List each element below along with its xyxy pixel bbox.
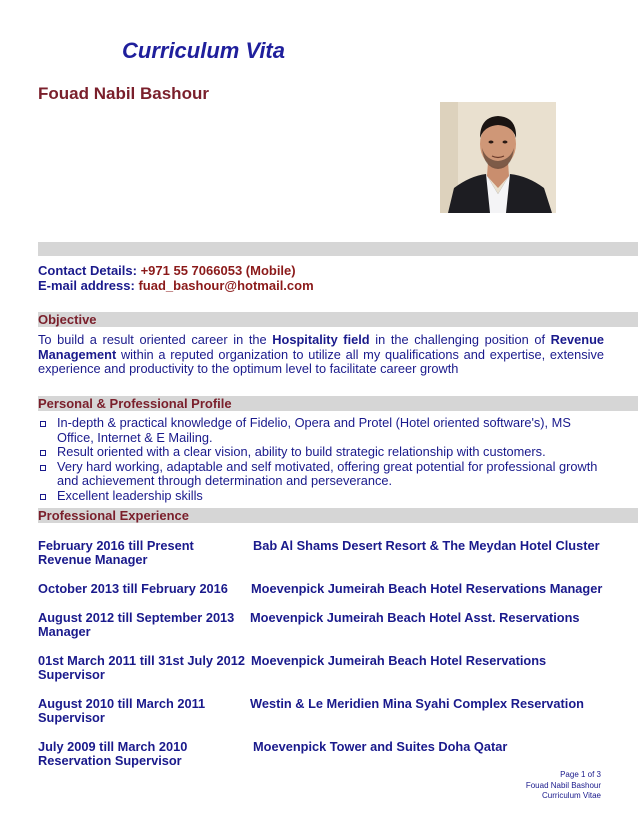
list-item-text: In-depth & practical knowledge of Fidelio, Opera and Protel (Hotel oriented software's), MS Office, Internet & E Mailing.: [57, 415, 571, 445]
experience-heading: Professional Experience: [38, 508, 638, 523]
bullet-square-icon: [40, 465, 46, 471]
experience-description-continued: Revenue Manager: [38, 552, 148, 567]
list-item: [38, 460, 604, 489]
experience-date: August 2010 till March 2011: [38, 696, 206, 711]
list-item: [38, 445, 604, 460]
contact-email-value: fuad_bashour@hotmail.com: [138, 278, 314, 293]
objective-bold-part: Revenue Management: [38, 332, 605, 362]
footer-document-title: Curriculum Vitae: [542, 791, 601, 800]
document-title: Curriculum Vita: [122, 38, 285, 63]
objective-text-part: in the challenging position of: [369, 332, 551, 347]
objective-text-part: To build a result oriented career in the: [38, 332, 273, 347]
objective-text: [38, 333, 604, 377]
experience-description: Moevenpick Jumeirah Beach Hotel Asst. Reservations: [250, 610, 580, 625]
footer-page-number: Page 1 of 3: [560, 770, 601, 779]
experience-description: Moevenpick Jumeirah Beach Hotel Reservations: [251, 653, 547, 668]
experience-description-continued: Supervisor: [38, 710, 105, 725]
profile-list: [38, 416, 604, 503]
candidate-name: Fouad Nabil Bashour: [38, 84, 209, 103]
list-item: [38, 416, 604, 445]
experience-description-continued: Supervisor: [38, 667, 105, 682]
list-item-text: Very hard working, adaptable and self motivated, offering great potential for professional growth and achievement through determination and perseverance.: [57, 458, 598, 488]
bullet-square-icon: [40, 450, 46, 456]
experience-description: Moevenpick Tower and Suites Doha Qatar: [253, 739, 508, 754]
list-item-text: Excellent leadership skills: [57, 487, 203, 503]
profile-photo: [440, 102, 556, 213]
contact-email: [38, 278, 314, 293]
experience-description: Moevenpick Jumeirah Beach Hotel Reservations Manager: [251, 581, 603, 596]
experience-description: Bab Al Shams Desert Resort & The Meydan Hotel Cluster: [253, 538, 600, 553]
page-footer: [526, 770, 601, 802]
experience-date: July 2009 till March 2010: [38, 739, 188, 754]
contact-phone-value: +971 55 7066053 (Mobile): [140, 263, 296, 278]
profile-heading: Personal & Professional Profile: [38, 396, 638, 411]
objective-bold-part: Hospitality field: [272, 332, 370, 347]
list-item: [38, 489, 604, 504]
contact-phone-label: Contact Details:: [38, 263, 137, 278]
experience-description: Westin & Le Meridien Mina Syahi Complex Reservation: [250, 696, 584, 711]
experience-date: August 2012 till September 2013: [38, 610, 235, 625]
experience-description-continued: Reservation Supervisor: [38, 753, 182, 768]
experience-date: October 2013 till February 2016: [38, 581, 228, 596]
contact-phone: [38, 263, 296, 278]
list-item-text: Result oriented with a clear vision, ability to build strategic relationship with customers.: [57, 444, 546, 459]
experience-date: February 2016 till Present: [38, 538, 194, 553]
experience-date: 01st March 2011 till 31st July 2012: [38, 653, 246, 668]
footer-name: Fouad Nabil Bashour: [525, 780, 601, 790]
bullet-square-icon: [40, 421, 46, 427]
divider-bar: [38, 242, 638, 256]
objective-heading: Objective: [38, 312, 638, 327]
experience-description-continued: Manager: [38, 624, 91, 639]
objective-text-part: within a reputed organization to utilize all my qualifications and expertise, extensive experience and productivity to the optimum level to facilitate career growth: [38, 346, 604, 376]
bullet-square-icon: [40, 494, 46, 500]
contact-email-label: E-mail address:: [38, 278, 135, 293]
